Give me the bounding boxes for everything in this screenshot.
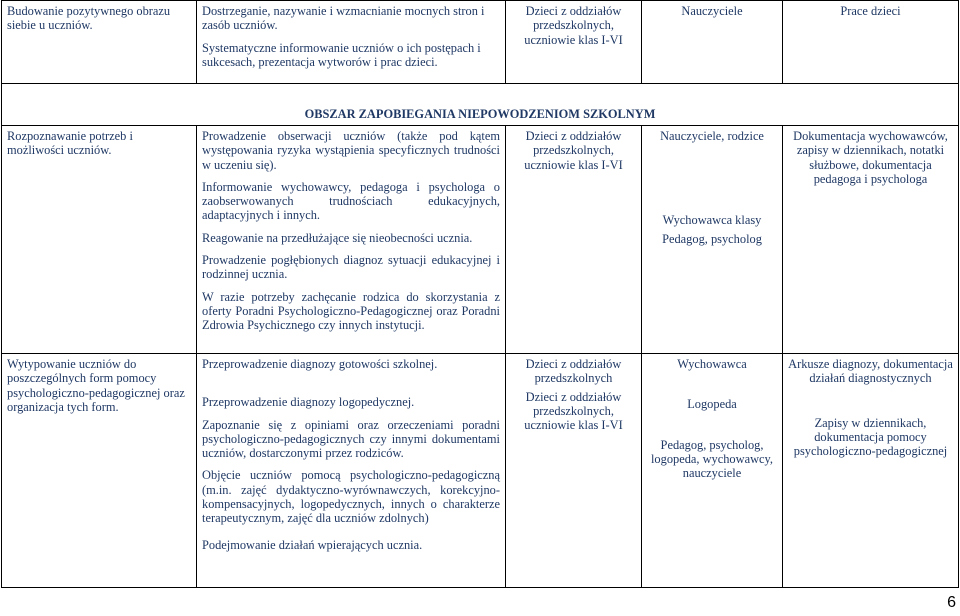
task-cell: Rozpoznawanie potrzeb i możliwości uczniów. xyxy=(2,126,197,354)
responsible-item: Logopeda xyxy=(687,397,737,412)
task-cell: Budowanie pozytywnego obrazu siebie u uczniów. xyxy=(2,1,197,84)
method-item: Informowanie wychowawcy, pedagoga i psychologa o zaobserwowanych trudnościach edukacyjnych, adaptacyjnych i innych. xyxy=(202,179,500,223)
task-cell: Wytypowanie uczniów do poszczególnych form pomocy psychologiczno-pedagogicznej oraz organizacja tych form. xyxy=(2,354,197,588)
recipients-cell xyxy=(506,354,642,588)
method-cell xyxy=(197,126,506,354)
page-number: 6 xyxy=(947,594,956,611)
responsible-cell: Nauczyciele xyxy=(642,1,783,84)
table-row xyxy=(2,126,959,354)
recipients-cell: Dzieci z oddziałów przedszkolnych, uczniowie klas I-VI xyxy=(506,1,642,84)
section-row xyxy=(2,84,959,126)
method-item: Przeprowadzenie diagnozy gotowości szkolnej. xyxy=(202,357,438,371)
responsible-cell xyxy=(642,126,783,354)
plan-table xyxy=(1,0,959,588)
method-cell xyxy=(197,354,506,588)
responsible-item: Pedagog, psycholog, logopeda, wychowawcy, nauczyciele xyxy=(650,437,774,481)
evidence-cell: Prace dzieci xyxy=(783,1,959,84)
method-cell xyxy=(197,1,506,84)
recipients-cell: Dzieci z oddziałów przedszkolnych, uczniowie klas I-VI xyxy=(506,126,642,354)
method-item: Reagowanie na przedłużające się nieobecności ucznia. xyxy=(202,230,473,245)
section-title: OBSZAR ZAPOBIEGANIA NIEPOWODZENIOM SZKOLNYM xyxy=(2,84,959,126)
evidence-item: Zapisy w dziennikach, dokumentacja pomocy psychologiczno-pedagogicznej xyxy=(793,415,948,459)
table-row xyxy=(2,354,959,588)
table-row xyxy=(2,1,959,84)
method-item: W razie potrzeby zachęcanie rodzica do skorzystania z oferty Poradni Psychologiczno-Pedagogicznej oraz Poradni Zdrowia Psychicznego czy innych instytucji. xyxy=(202,289,500,333)
evidence-item: Arkusze diagnozy, dokumentacja działań diagnostycznych xyxy=(788,357,953,386)
responsible-cell xyxy=(642,354,783,588)
responsible-item: Wychowawca klasy xyxy=(662,213,762,228)
responsible-item: Wychowawca xyxy=(677,357,747,371)
method-item: Systematyczne informowanie uczniów o ich postępach i sukcesach, prezentacja wytworów i prac dzieci. xyxy=(202,40,481,69)
recipients-item: Dzieci z oddziałów przedszkolnych, uczniowie klas I-VI xyxy=(524,389,623,433)
responsible-item: Nauczyciele, rodzice xyxy=(660,129,764,143)
method-item: Podejmowanie działań wpierających ucznia. xyxy=(202,537,423,552)
evidence-cell xyxy=(783,354,959,588)
responsible-item: Pedagog, psycholog xyxy=(662,231,762,246)
method-item: Prowadzenie obserwacji uczniów (także pod kątem występowania ryzyka wystąpienia specyficznych trudności w uczeniu się). xyxy=(202,129,500,172)
method-item: Zapoznanie się z opiniami oraz orzeczeniami poradni psychologiczno-pedagogicznych czy innymi dokumentami uczniów, dostarczonymi przez rodziców. xyxy=(202,417,500,461)
evidence-cell: Dokumentacja wychowawców, zapisy w dziennikach, notatki służbowe, dokumentacja pedagoga i psychologa xyxy=(783,126,959,354)
method-item: Objęcie uczniów pomocą psychologiczno-pedagogiczną (m.in. zajęć dydaktyczno-wyrównawczych, korekcyjno-kompensacyjnych, logopedycznych, innych o charakterze terapeutycznym, zajęć dla uczniów zdolnych) xyxy=(202,468,500,526)
method-item: Prowadzenie pogłębionych diagnoz sytuacji edukacyjnej i rodzinnej ucznia. xyxy=(202,253,500,282)
recipients-item: Dzieci z oddziałów przedszkolnych xyxy=(525,357,622,386)
method-item: Przeprowadzenie diagnozy logopedycznej. xyxy=(202,395,415,410)
method-item: Dostrzeganie, nazywanie i wzmacnianie mocnych stron i zasób uczniów. xyxy=(202,4,485,33)
